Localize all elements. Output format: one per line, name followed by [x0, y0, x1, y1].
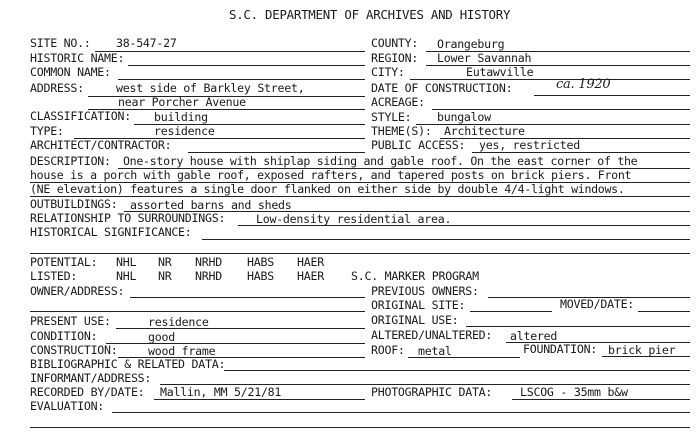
recorded-by-line [154, 399, 365, 400]
significance-blank-line [30, 253, 690, 254]
potential-habs: HABS [247, 255, 274, 269]
city-value: Eutawville [466, 65, 534, 79]
date-of-construction-handwritten: ca. 1920 [556, 77, 611, 92]
roof-label: ROOF: [371, 343, 405, 357]
description-label: DESCRIPTION: [30, 154, 111, 168]
potential-nr: NR [158, 255, 172, 269]
potential-label: POTENTIAL: [30, 255, 98, 269]
moved-date-label: MOVED/DATE: [560, 297, 635, 311]
owner-address-label: OWNER/ADDRESS: [30, 284, 125, 298]
site-no-label: SITE NO.: [30, 36, 91, 50]
description-line1: One-story house with shiplap siding and gable roof. On the east corner of the [123, 154, 638, 168]
original-use-line [466, 326, 690, 327]
original-site-line [470, 311, 552, 312]
evaluation-label: EVALUATION: [30, 399, 105, 413]
city-line [410, 79, 690, 80]
bibliographic-line [224, 370, 690, 371]
original-site-label: ORIGINAL SITE: [371, 298, 466, 312]
condition-line [106, 343, 365, 344]
style-label: STYLE: [371, 110, 412, 124]
architect-line [188, 152, 365, 153]
common-name-line [118, 79, 365, 80]
listed-nhl: NHL [116, 269, 137, 283]
listed-habs: HABS [247, 269, 274, 283]
description-line3: (NE elevation) features a single door flanked on either side by double 4/4-light windows. [30, 182, 625, 196]
acreage-label: ACREAGE: [371, 95, 425, 109]
classification-label: CLASSIFICATION: [30, 109, 131, 123]
relationship-value: Low-density residential area. [256, 212, 452, 226]
marker-program-label: S.C. MARKER PROGRAM [351, 269, 479, 283]
roof-value: metal [418, 344, 452, 358]
bibliographic-label: BIBLIOGRAPHIC & RELATED DATA: [30, 357, 226, 371]
historical-significance-label: HISTORICAL SIGNIFICANCE: [30, 225, 192, 239]
potential-nrhd: NRHD [195, 255, 222, 269]
county-value: Orangeburg [437, 37, 505, 51]
architect-label: ARCHITECT/CONTRACTOR: [30, 138, 172, 152]
form-header: S.C. DEPARTMENT OF ARCHIVES AND HISTORY [229, 7, 511, 22]
recorded-by-value: Mallin, MM 5/21/81 [160, 385, 282, 399]
present-use-value: residence [148, 315, 209, 329]
potential-nhl: NHL [116, 255, 137, 269]
outbuildings-label: OUTBUILDINGS: [30, 197, 118, 211]
public-access-label: PUBLIC ACCESS: [371, 138, 466, 152]
listed-haer: HAER [297, 269, 324, 283]
photographic-value: LSCOG - 35mm b&w [520, 385, 628, 399]
relationship-line [238, 225, 690, 226]
previous-owners-label: PREVIOUS OWNERS: [371, 284, 479, 298]
address-label: ADDRESS: [30, 81, 84, 95]
themes-label: THEME(S): [371, 124, 432, 138]
listed-nr: NR [158, 269, 172, 283]
construction-value: wood frame [148, 344, 216, 358]
style-value: bungalow [437, 110, 491, 124]
foundation-label: FOUNDATION: [523, 342, 598, 356]
date-of-construction-label: DATE OF CONSTRUCTION: [371, 81, 513, 95]
altered-value: altered [510, 329, 558, 343]
type-value: residence [154, 124, 215, 138]
outbuildings-value: assorted barns and sheds [130, 198, 292, 212]
historical-significance-line [202, 239, 690, 240]
altered-label: ALTERED/UNALTERED: [371, 328, 493, 342]
listed-nrhd: NRHD [195, 269, 222, 283]
common-name-label: COMMON NAME: [30, 65, 111, 79]
owner-address-line [130, 297, 365, 298]
description-line2: house is a porch with gable roof, exposed rafters, and tapered posts on brick piers. Front [30, 168, 632, 182]
listed-label: LISTED: [30, 269, 78, 283]
evaluation-blank-line [30, 427, 690, 428]
condition-label: CONDITION: [30, 329, 98, 343]
potential-haer: HAER [297, 255, 324, 269]
description-underline3 [30, 196, 690, 197]
roof-line [408, 357, 520, 358]
construction-label: CONSTRUCTION: [30, 343, 118, 357]
address-line1-value: west side of Barkley Street, [116, 81, 305, 95]
type-label: TYPE: [30, 124, 64, 138]
historic-name-label: HISTORIC NAME: [30, 51, 125, 65]
city-label: CITY: [371, 65, 405, 79]
evaluation-line [112, 412, 690, 413]
present-use-line [116, 328, 365, 329]
present-use-label: PRESENT USE: [30, 314, 111, 328]
moved-date-line [638, 311, 690, 312]
site-no-line [95, 51, 365, 52]
photographic-line [512, 399, 690, 400]
themes-value: Architecture [444, 124, 525, 138]
region-value: Lower Savannah [437, 51, 532, 65]
owner-address-line2 [30, 311, 365, 312]
recorded-by-label: RECORDED BY/DATE: [30, 385, 145, 399]
classification-value: building [154, 110, 208, 124]
informant-label: INFORMANT/ADDRESS: [30, 371, 152, 385]
foundation-line [602, 356, 690, 357]
original-use-label: ORIGINAL USE: [371, 313, 459, 327]
relationship-label: RELATIONSHIP TO SURROUNDINGS: [30, 211, 226, 225]
foundation-value: brick pier [608, 343, 676, 357]
date-of-construction-line [534, 95, 690, 96]
photographic-label: PHOTOGRAPHIC DATA: [371, 385, 493, 399]
site-no-value: 38-547-27 [116, 36, 177, 50]
public-access-line [472, 152, 690, 153]
county-label: COUNTY: [371, 36, 419, 50]
region-label: REGION: [371, 51, 419, 65]
historic-name-line [128, 65, 365, 66]
public-access-value: yes, restricted [479, 138, 580, 152]
condition-value: good [148, 330, 175, 344]
address-line2-value: near Porcher Avenue [118, 95, 246, 109]
